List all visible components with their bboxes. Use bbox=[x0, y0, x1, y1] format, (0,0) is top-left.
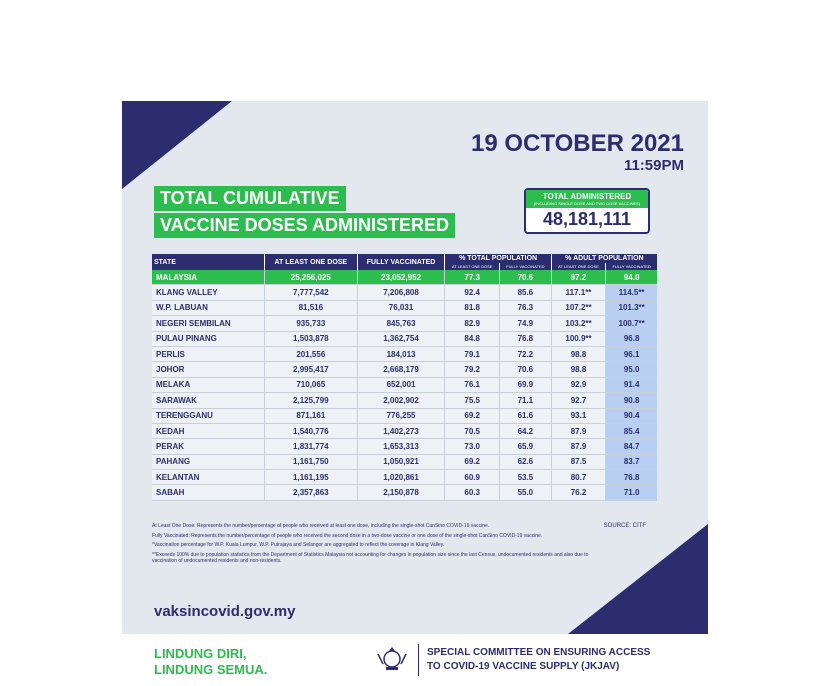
cell-state: KEDAH bbox=[152, 423, 265, 438]
cell-pct-total-one: 60.3 bbox=[445, 485, 500, 500]
table-row bbox=[152, 316, 657, 331]
table-row bbox=[152, 346, 657, 361]
cell-state: SARAWAK bbox=[152, 393, 265, 408]
slogan-line-2: LINDUNG SEMUA. bbox=[154, 662, 268, 677]
subheader-adult-fully: FULLY VACCINATED bbox=[606, 263, 657, 270]
header-at-least-one: AT LEAST ONE DOSE bbox=[265, 254, 358, 270]
cell-fully: 23,052,952 bbox=[357, 270, 445, 285]
footnotes bbox=[152, 523, 597, 568]
corner-decoration-top-left bbox=[122, 101, 232, 189]
note-klang-valley: *Vaccination percentage for W.P. Kuala Lumpur, W.P. Putrajaya and Selangor are aggregated to reflect the coverage in Klang Valley. bbox=[152, 542, 445, 548]
table-row bbox=[152, 470, 657, 485]
cell-pct-adult-one: 87.5 bbox=[551, 454, 606, 469]
cell-at-least-one: 1,540,776 bbox=[265, 423, 358, 438]
total-administered-box bbox=[524, 188, 650, 234]
cell-pct-total-one: 84.8 bbox=[445, 331, 500, 346]
cell-pct-adult-fully: 90.4 bbox=[606, 408, 657, 423]
cell-pct-total-one: 70.5 bbox=[445, 423, 500, 438]
cell-pct-total-one: 69.2 bbox=[445, 454, 500, 469]
committee-name bbox=[427, 646, 650, 674]
table-row bbox=[152, 423, 657, 438]
subheader-adult-one: AT LEAST ONE DOSE bbox=[551, 263, 606, 270]
cell-at-least-one: 2,357,863 bbox=[265, 485, 358, 500]
table-row bbox=[152, 300, 657, 315]
malaysia-coat-of-arms-icon bbox=[372, 646, 412, 672]
cell-state: MELAKA bbox=[152, 377, 265, 392]
cell-state: PERLIS bbox=[152, 346, 265, 361]
header-pct-adult: % ADULT POPULATION bbox=[551, 254, 657, 263]
table-row bbox=[152, 485, 657, 500]
cell-pct-total-fully: 76.8 bbox=[499, 331, 551, 346]
header-fully: FULLY VACCINATED bbox=[357, 254, 445, 270]
cell-pct-total-one: 69.2 bbox=[445, 408, 500, 423]
cell-pct-adult-one: 80.7 bbox=[551, 470, 606, 485]
cell-state: JOHOR bbox=[152, 362, 265, 377]
cell-at-least-one: 201,556 bbox=[265, 346, 358, 361]
cell-pct-total-fully: 69.9 bbox=[499, 377, 551, 392]
cell-pct-total-one: 77.3 bbox=[445, 270, 500, 285]
cell-pct-adult-fully: 83.7 bbox=[606, 454, 657, 469]
cell-pct-adult-fully: 91.4 bbox=[606, 377, 657, 392]
cell-state: PULAU PINANG bbox=[152, 331, 265, 346]
table-row bbox=[152, 285, 657, 300]
cell-pct-adult-one: 98.8 bbox=[551, 362, 606, 377]
cell-fully: 2,150,878 bbox=[357, 485, 445, 500]
cell-pct-adult-fully: 101.3** bbox=[606, 300, 657, 315]
total-sublabel: (INCLUDING SINGLE DOSE AND TWO DOSE VACCINES) bbox=[526, 201, 648, 208]
cell-pct-total-fully: 61.6 bbox=[499, 408, 551, 423]
cell-fully: 652,001 bbox=[357, 377, 445, 392]
cell-fully: 7,206,808 bbox=[357, 285, 445, 300]
cell-pct-adult-fully: 84.7 bbox=[606, 439, 657, 454]
cell-pct-total-fully: 64.2 bbox=[499, 423, 551, 438]
table-row bbox=[152, 393, 657, 408]
cell-state: PERAK bbox=[152, 439, 265, 454]
cell-state: TERENGGANU bbox=[152, 408, 265, 423]
cell-fully: 184,013 bbox=[357, 346, 445, 361]
table-row bbox=[152, 377, 657, 392]
cell-fully: 1,020,861 bbox=[357, 470, 445, 485]
cell-pct-total-one: 60.9 bbox=[445, 470, 500, 485]
committee-line-2: TO COVID-19 VACCINE SUPPLY (JKJAV) bbox=[427, 661, 620, 672]
cell-at-least-one: 2,125,799 bbox=[265, 393, 358, 408]
cell-at-least-one: 871,161 bbox=[265, 408, 358, 423]
cell-pct-adult-one: 107.2** bbox=[551, 300, 606, 315]
table-row bbox=[152, 331, 657, 346]
cell-pct-adult-fully: 71.0 bbox=[606, 485, 657, 500]
cell-at-least-one: 81,516 bbox=[265, 300, 358, 315]
cell-pct-total-fully: 70.6 bbox=[499, 270, 551, 285]
cell-pct-total-fully: 72.2 bbox=[499, 346, 551, 361]
cell-pct-adult-fully: 94.0 bbox=[606, 270, 657, 285]
cell-pct-adult-one: 93.1 bbox=[551, 408, 606, 423]
slogan-line-1: LINDUNG DIRI, bbox=[154, 646, 247, 661]
cell-pct-total-fully: 71.1 bbox=[499, 393, 551, 408]
footer-divider bbox=[418, 644, 419, 676]
cell-pct-total-one: 82.9 bbox=[445, 316, 500, 331]
cell-pct-total-one: 75.5 bbox=[445, 393, 500, 408]
cell-pct-adult-one: 97.2 bbox=[551, 270, 606, 285]
cell-pct-total-fully: 85.6 bbox=[499, 285, 551, 300]
note-at-least-one: At Least One Dose: Represents the number/percentage of people who received at least one dose, including the single-shot CanSino COVID-19 vaccine. bbox=[152, 523, 490, 529]
report-time: 11:59PM bbox=[623, 157, 684, 174]
cell-fully: 1,402,273 bbox=[357, 423, 445, 438]
committee-line-1: SPECIAL COMMITTEE ON ENSURING ACCESS bbox=[427, 647, 651, 658]
website-link[interactable]: vaksincovid.gov.my bbox=[154, 603, 296, 620]
table-row bbox=[152, 454, 657, 469]
infographic-card bbox=[122, 101, 708, 634]
cell-fully: 2,668,179 bbox=[357, 362, 445, 377]
cell-pct-total-one: 73.0 bbox=[445, 439, 500, 454]
cell-pct-total-one: 79.1 bbox=[445, 346, 500, 361]
header-pct-total: % TOTAL POPULATION bbox=[445, 254, 551, 263]
cell-pct-adult-fully: 96.1 bbox=[606, 346, 657, 361]
cell-state: SABAH bbox=[152, 485, 265, 500]
cell-pct-adult-fully: 100.7** bbox=[606, 316, 657, 331]
cell-state: PAHANG bbox=[152, 454, 265, 469]
cell-state: MALAYSIA bbox=[152, 270, 265, 285]
report-date: 19 OCTOBER 2021 bbox=[471, 130, 684, 157]
cell-pct-total-one: 76.1 bbox=[445, 377, 500, 392]
vaccination-table bbox=[152, 254, 657, 501]
cell-fully: 1,050,921 bbox=[357, 454, 445, 469]
slogan bbox=[154, 646, 267, 678]
table-row bbox=[152, 362, 657, 377]
cell-pct-adult-fully: 95.0 bbox=[606, 362, 657, 377]
cell-pct-adult-fully: 114.5** bbox=[606, 285, 657, 300]
cell-at-least-one: 2,995,417 bbox=[265, 362, 358, 377]
cell-state: KELANTAN bbox=[152, 470, 265, 485]
cell-at-least-one: 710,065 bbox=[265, 377, 358, 392]
cell-pct-total-fully: 70.6 bbox=[499, 362, 551, 377]
page-title bbox=[154, 186, 455, 240]
table-body bbox=[152, 270, 657, 500]
cell-pct-adult-fully: 76.8 bbox=[606, 470, 657, 485]
source-label: SOURCE: CITF bbox=[603, 523, 646, 529]
cell-fully: 776,255 bbox=[357, 408, 445, 423]
cell-pct-adult-one: 87.9 bbox=[551, 439, 606, 454]
cell-at-least-one: 1,831,774 bbox=[265, 439, 358, 454]
table-row bbox=[152, 408, 657, 423]
cell-at-least-one: 7,777,542 bbox=[265, 285, 358, 300]
title-line-2: VACCINE DOSES ADMINISTERED bbox=[154, 213, 455, 238]
table-row bbox=[152, 439, 657, 454]
cell-fully: 845,763 bbox=[357, 316, 445, 331]
cell-pct-adult-one: 92.9 bbox=[551, 377, 606, 392]
cell-at-least-one: 1,161,750 bbox=[265, 454, 358, 469]
cell-fully: 1,653,313 bbox=[357, 439, 445, 454]
cell-state: W.P. LABUAN bbox=[152, 300, 265, 315]
cell-pct-adult-one: 76.2 bbox=[551, 485, 606, 500]
cell-pct-adult-one: 117.1** bbox=[551, 285, 606, 300]
cell-at-least-one: 935,733 bbox=[265, 316, 358, 331]
cell-pct-adult-fully: 96.8 bbox=[606, 331, 657, 346]
cell-pct-total-fully: 74.9 bbox=[499, 316, 551, 331]
header-state: STATE bbox=[152, 254, 265, 270]
cell-pct-adult-fully: 85.4 bbox=[606, 423, 657, 438]
cell-state: KLANG VALLEY bbox=[152, 285, 265, 300]
cell-pct-total-fully: 62.6 bbox=[499, 454, 551, 469]
cell-pct-adult-one: 100.9** bbox=[551, 331, 606, 346]
cell-pct-total-one: 79.2 bbox=[445, 362, 500, 377]
cell-at-least-one: 25,256,025 bbox=[265, 270, 358, 285]
table-row bbox=[152, 270, 657, 285]
cell-pct-adult-one: 87.9 bbox=[551, 423, 606, 438]
total-value: 48,181,111 bbox=[542, 209, 632, 229]
note-exceeds-100: **Exceeds 100% due to population statistics from the Department of Statistics Malaysia not accounting for changes in population size since the last Census, undocumented residents and also due to vaccination of undocumented residents and non-residents. bbox=[152, 551, 589, 564]
cell-pct-adult-one: 103.2** bbox=[551, 316, 606, 331]
cell-pct-total-one: 92.4 bbox=[445, 285, 500, 300]
cell-pct-adult-one: 98.8 bbox=[551, 346, 606, 361]
subheader-total-fully: FULLY VACCINATED bbox=[499, 263, 551, 270]
cell-at-least-one: 1,503,878 bbox=[265, 331, 358, 346]
cell-pct-total-fully: 55.0 bbox=[499, 485, 551, 500]
cell-pct-adult-fully: 90.8 bbox=[606, 393, 657, 408]
total-label: TOTAL ADMINISTERED bbox=[526, 190, 648, 201]
cell-fully: 1,362,754 bbox=[357, 331, 445, 346]
cell-at-least-one: 1,161,195 bbox=[265, 470, 358, 485]
cell-fully: 2,002,902 bbox=[357, 393, 445, 408]
note-fully: Fully Vaccinated: Represents the number/percentage of people who received the second dose in a two-dose vaccine or one dose of the single-shot CanSino COVID-19 vaccine. bbox=[152, 532, 543, 539]
cell-state: NEGERI SEMBILAN bbox=[152, 316, 265, 331]
cell-pct-total-one: 81.8 bbox=[445, 300, 500, 315]
cell-pct-total-fully: 65.9 bbox=[499, 439, 551, 454]
subheader-total-one: AT LEAST ONE DOSE bbox=[445, 263, 500, 270]
title-line-1: TOTAL CUMULATIVE bbox=[154, 186, 346, 211]
cell-pct-total-fully: 76.3 bbox=[499, 300, 551, 315]
cell-pct-total-fully: 53.5 bbox=[499, 470, 551, 485]
cell-pct-adult-one: 92.7 bbox=[551, 393, 606, 408]
date-block bbox=[471, 131, 684, 175]
cell-fully: 76,031 bbox=[357, 300, 445, 315]
